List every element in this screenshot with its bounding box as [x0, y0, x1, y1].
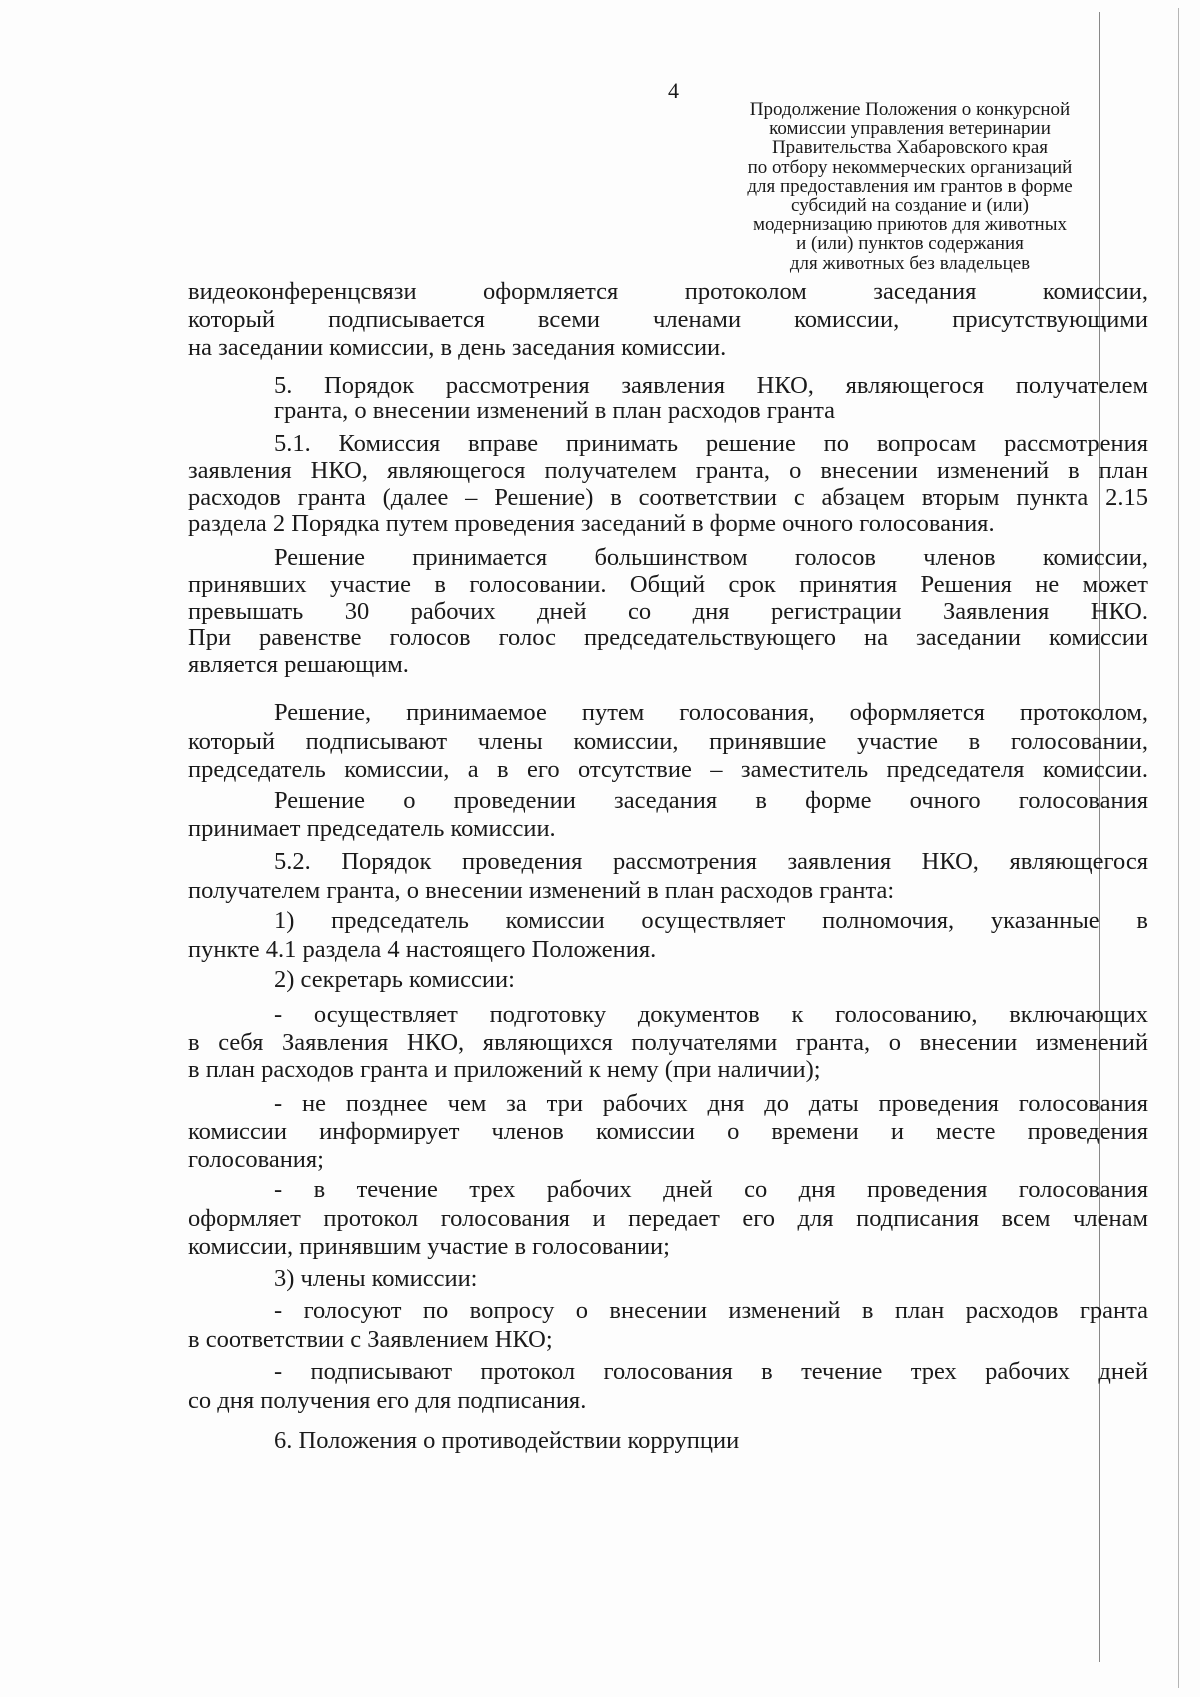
- paragraph-chairman: [188, 787, 1148, 843]
- body-line: - подписывают протокол голосования в течение трех рабочих дней: [274, 1358, 1148, 1385]
- list-item-3: [188, 1265, 1148, 1293]
- list-subitem-vote: [188, 1296, 1148, 1354]
- body-line: Решение принимается большинством голосов членов комиссии,: [274, 544, 1148, 571]
- paragraph-section4-end: [188, 278, 1148, 362]
- body-line: в план расходов гранта и приложений к нему (при наличии);: [188, 1056, 821, 1083]
- heading-line: 5. Порядок рассмотрения заявления НКО, являющегося получателем: [274, 372, 1148, 399]
- body-line: на заседании комиссии, в день заседания комиссии.: [188, 334, 727, 361]
- body-line: комиссии, принявшим участие в голосовании;: [188, 1233, 670, 1260]
- body-line: - в течение трех рабочих дней со дня проведения голосования: [274, 1176, 1148, 1203]
- paragraph-protocol: [188, 699, 1148, 785]
- body-line: расходов гранта (далее – Решение) в соответствии с абзацем вторым пункта 2.15: [188, 483, 1148, 511]
- list-subitem-protocol: [188, 1176, 1148, 1262]
- body-line: - осуществляет подготовку документов к голосованию, включающих: [274, 1001, 1148, 1028]
- body-line: принимает председатель комиссии.: [188, 815, 556, 842]
- body-line: комиссии информирует членов комиссии о времени и месте проведения: [188, 1118, 1148, 1145]
- body-line: в себя Заявления НКО, являющихся получателями гранта, о внесении изменений: [188, 1028, 1148, 1056]
- list-item-1: [188, 907, 1148, 964]
- list-subitem-inform: [188, 1090, 1148, 1174]
- body-line: в соответствии с Заявлением НКО;: [188, 1326, 553, 1353]
- header-line: комиссии управления ветеринарии: [769, 118, 1051, 140]
- body-line: 2) секретарь комиссии:: [274, 966, 515, 993]
- body-line: является решающим.: [188, 651, 409, 679]
- document-header: [700, 100, 1120, 273]
- list-subitem-sign: [188, 1357, 1148, 1415]
- paragraph-decision-majority: [188, 545, 1148, 679]
- body-line: пункте 4.1 раздела 4 настоящего Положения.: [188, 935, 657, 963]
- body-line: который подписывают члены комиссии, принявшие участие в голосовании,: [188, 727, 1148, 755]
- body-line: голосования;: [188, 1146, 324, 1173]
- list-subitem-prepare: [188, 1001, 1148, 1084]
- body-line: 1) председатель комиссии осуществляет полномочия, указанные в: [274, 907, 1148, 934]
- header-line: для животных без владельцев: [789, 252, 1031, 274]
- body-line: заявления НКО, являющегося получателем гранта, о внесении изменений в план: [188, 456, 1148, 484]
- body-line: председатель комиссии, а в его отсутствие – заместитель председателя комиссии.: [188, 756, 1148, 783]
- body-line: - не позднее чем за три рабочих дня до даты проведения голосования: [274, 1090, 1148, 1117]
- body-line: оформляет протокол голосования и передает его для подписания всем членам: [188, 1204, 1148, 1232]
- section-5-heading: [188, 373, 1148, 423]
- scan-edge-line: [1178, 8, 1179, 1688]
- body-line: со дня получения его для подписания.: [188, 1387, 587, 1414]
- heading-line: 6. Положения о противодействии коррупции: [274, 1427, 740, 1454]
- header-line: субсидий на создание и (или): [791, 195, 1029, 217]
- page-number: 4: [668, 78, 679, 103]
- body-line: - голосуют по вопросу о внесении изменений в план расходов гранта: [274, 1297, 1148, 1324]
- header-line: и (или) пунктов содержания: [796, 233, 1024, 255]
- body-line: превышать 30 рабочих дней со дня регистрации Заявления НКО.: [188, 597, 1148, 625]
- header-line: модернизацию приютов для животных: [753, 214, 1067, 236]
- paragraph-5-1: [188, 431, 1148, 538]
- list-item-2: [188, 966, 1148, 994]
- body-line: раздела 2 Порядка путем проведения заседаний в форме очного голосования.: [188, 510, 995, 538]
- body-line: который подписывается всеми членами комиссии, присутствующими: [188, 306, 1148, 333]
- header-line: Продолжение Положения о конкурсной: [749, 99, 1071, 120]
- header-line: по отбору некоммерческих организаций: [747, 156, 1073, 178]
- body-line: видеоконференцсвязи оформляется протоколом заседания комиссии,: [188, 278, 1148, 305]
- body-line: принявших участие в голосовании. Общий срок принятия Решения не может: [188, 570, 1148, 598]
- body-line: получателем гранта, о внесении изменений в план расходов гранта:: [188, 876, 895, 904]
- body-line: При равенстве голосов голос председательствующего на заседании комиссии: [188, 624, 1148, 652]
- heading-line: гранта, о внесении изменений в план расходов гранта: [274, 397, 835, 424]
- header-line: для предоставления им грантов в форме: [747, 175, 1073, 197]
- body-line: 5.1. Комиссия вправе принимать решение по вопросам рассмотрения: [274, 430, 1148, 457]
- header-line: Правительства Хабаровского края: [771, 137, 1049, 159]
- body-line: Решение о проведении заседания в форме очного голосования: [274, 787, 1148, 814]
- body-line: 5.2. Порядок проведения рассмотрения заявления НКО, являющегося: [274, 848, 1148, 875]
- body-line: 3) члены комиссии:: [274, 1265, 478, 1292]
- paragraph-5-2: [188, 848, 1148, 905]
- body-line: Решение, принимаемое путем голосования, оформляется протоколом,: [274, 699, 1148, 726]
- section-6-heading: [188, 1427, 1148, 1455]
